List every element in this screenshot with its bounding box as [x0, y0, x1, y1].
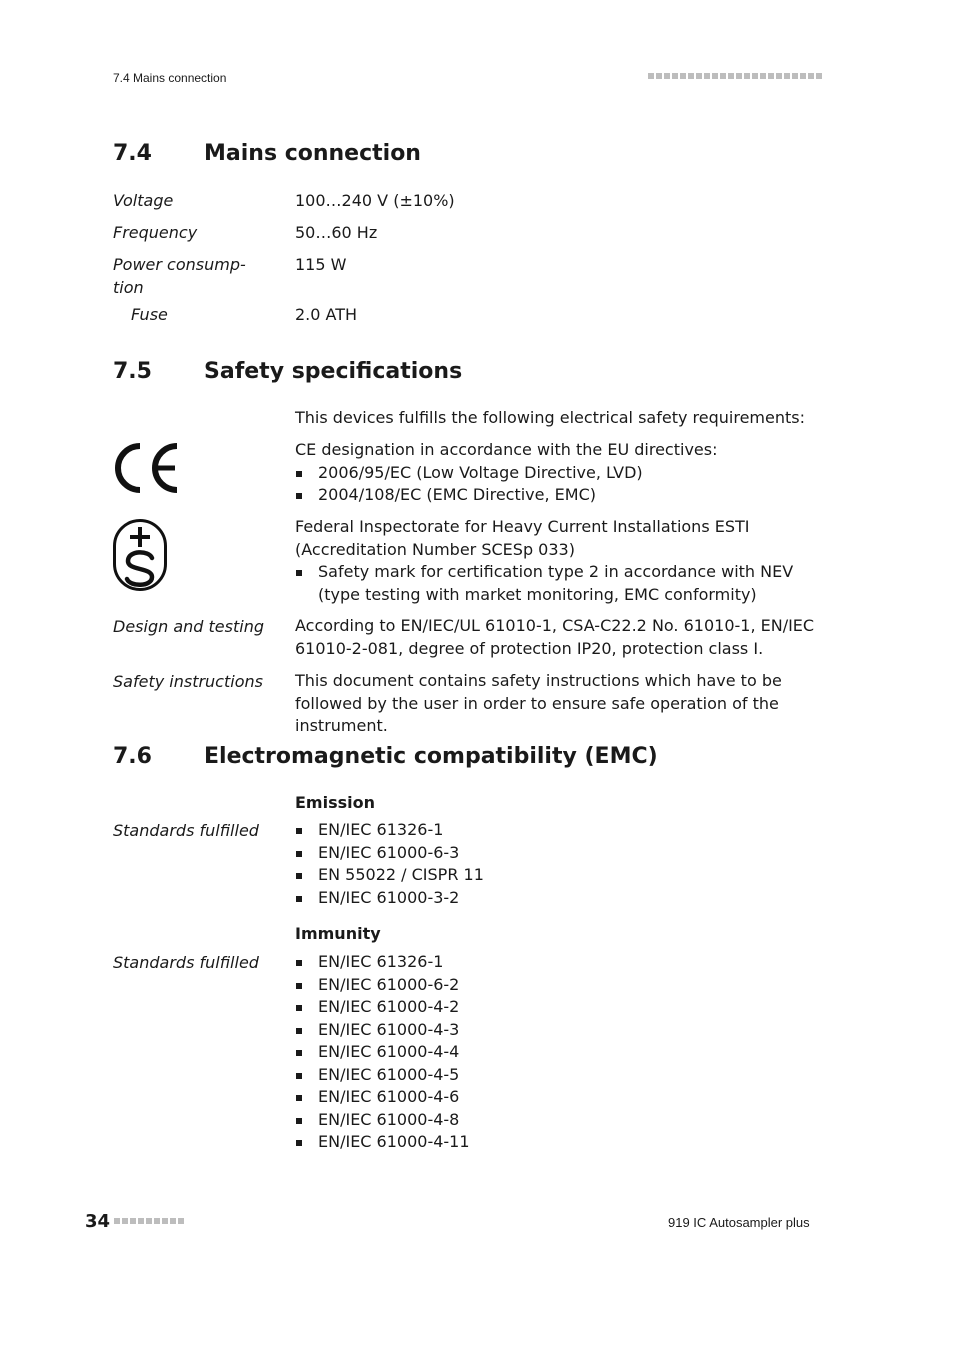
list-item: EN/IEC 61000-6-2 — [295, 974, 815, 997]
voltage-value: 100…240 V (±10%) — [295, 191, 455, 210]
design-label: Design and testing — [113, 617, 264, 636]
product-name: 919 IC Autosampler plus — [668, 1215, 810, 1230]
ce-directive-list — [295, 462, 815, 507]
section-title: Electromagnetic compatibility (EMC) — [204, 744, 658, 769]
list-item: 2004/108/EC (EMC Directive, EMC) — [295, 484, 815, 507]
fuse-label: Fuse — [131, 305, 168, 324]
voltage-label: Voltage — [113, 191, 174, 210]
section-title: Mains connection — [204, 141, 421, 166]
list-item: EN/IEC 61000-4-11 — [295, 1131, 815, 1154]
list-item: EN/IEC 61000-4-6 — [295, 1086, 815, 1109]
emission-heading: Emission — [295, 793, 375, 812]
immunity-standards-label: Standards fulfilled — [113, 953, 259, 972]
ce-text: CE designation in accordance with the EU directives: — [295, 440, 718, 459]
list-item: EN/IEC 61000-6-3 — [295, 842, 815, 865]
safety-instructions-text: This document contains safety instructions which have to be followed by the user in order to ensure safe operation of the instrument. — [295, 671, 782, 735]
power-label-line1: Power consump- — [113, 255, 246, 274]
section-number: 7.4 — [113, 141, 152, 166]
section-heading-7-5 — [113, 359, 813, 389]
immunity-heading: Immunity — [295, 924, 381, 943]
footer-decoration — [114, 1218, 184, 1224]
list-item: EN/IEC 61000-3-2 — [295, 887, 815, 910]
list-item: Safety mark for certification type 2 in accordance with NEV (type testing with market monitoring, EMC conformity) — [295, 561, 815, 606]
ce-mark-icon — [113, 441, 181, 495]
section-heading-7-4 — [113, 141, 813, 171]
list-item: EN/IEC 61000-4-4 — [295, 1041, 815, 1064]
frequency-value: 50…60 Hz — [295, 223, 378, 242]
list-item: EN/IEC 61000-4-2 — [295, 996, 815, 1019]
safety-instructions-label: Safety instructions — [113, 672, 263, 691]
esti-safety-mark-icon — [112, 518, 168, 592]
emission-list — [295, 819, 815, 909]
frequency-label: Frequency — [113, 223, 198, 242]
immunity-standards — [295, 951, 815, 1154]
design-text: According to EN/IEC/UL 61010-1, CSA-C22.2 No. 61010-1, EN/IEC 61010-2-081, degree of protection IP20, protection class I. — [295, 616, 815, 658]
list-item: 2006/95/EC (Low Voltage Directive, LVD) — [295, 462, 815, 485]
section-heading-7-6 — [113, 744, 833, 774]
fuse-value: 2.0 ATH — [295, 305, 358, 324]
list-item: EN/IEC 61000-4-5 — [295, 1064, 815, 1087]
emission-standards-label: Standards fulfilled — [113, 821, 259, 840]
esti-list — [295, 561, 815, 606]
section-number: 7.6 — [113, 744, 152, 769]
list-item: EN/IEC 61000-4-8 — [295, 1109, 815, 1132]
list-item: EN/IEC 61326-1 — [295, 951, 815, 974]
power-label-line2: tion — [113, 278, 144, 297]
section-title: Safety specifications — [204, 359, 463, 384]
safety-intro: This devices fulfills the following electrical safety requirements: — [295, 408, 805, 427]
ce-block — [295, 439, 815, 507]
list-item: EN 55022 / CISPR 11 — [295, 864, 815, 887]
immunity-list — [295, 951, 815, 1154]
emission-standards — [295, 819, 815, 909]
page-number: 34 — [85, 1211, 111, 1232]
header-decoration — [648, 73, 822, 79]
list-item: EN/IEC 61000-4-3 — [295, 1019, 815, 1042]
esti-text: Federal Inspectorate for Heavy Current Installations ESTI (Accreditation Number SCESp 033) — [295, 517, 750, 559]
esti-block — [295, 516, 815, 606]
power-value: 115 W — [295, 255, 347, 274]
list-item: EN/IEC 61326-1 — [295, 819, 815, 842]
section-number: 7.5 — [113, 359, 152, 384]
running-header: 7.4 Mains connection — [113, 71, 227, 85]
